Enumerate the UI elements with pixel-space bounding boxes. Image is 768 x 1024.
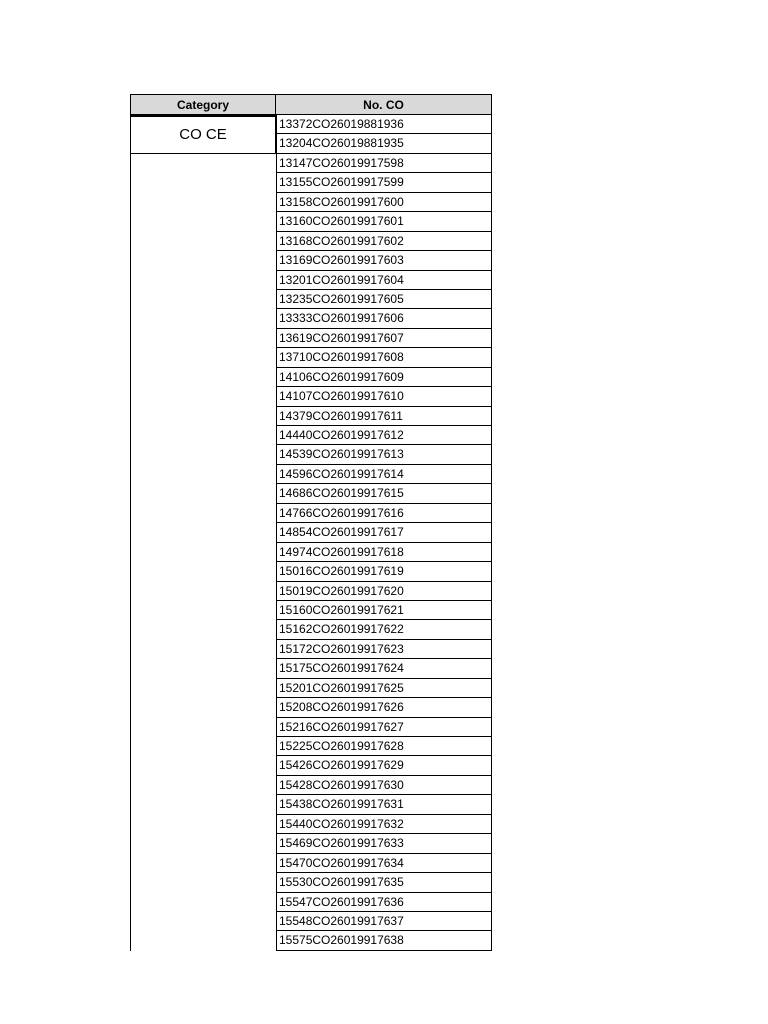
- table-row: 15172CO26019917623: [276, 640, 492, 659]
- table-row: 13169CO26019917603: [276, 251, 492, 270]
- table-row: 14106CO26019917609: [276, 368, 492, 387]
- table-row: 13204CO26019881935: [276, 134, 492, 153]
- table-row: 13155CO26019917599: [276, 173, 492, 192]
- co-table: [130, 94, 492, 951]
- table-row: 13235CO26019917605: [276, 290, 492, 309]
- table-row: 14440CO26019917612: [276, 426, 492, 445]
- category-cell: CO CE: [130, 115, 276, 154]
- table-row: 13160CO26019917601: [276, 212, 492, 231]
- table-row: 15016CO26019917619: [276, 562, 492, 581]
- table-body: [130, 115, 492, 951]
- table-row: 15548CO26019917637: [276, 912, 492, 931]
- table-row: 15225CO26019917628: [276, 737, 492, 756]
- table-row: 13158CO26019917600: [276, 193, 492, 212]
- table-row: 15175CO26019917624: [276, 659, 492, 678]
- table-row: 14596CO26019917614: [276, 465, 492, 484]
- table-row: 15470CO26019917634: [276, 854, 492, 873]
- table-row: 15162CO26019917622: [276, 620, 492, 639]
- table-row: 14539CO26019917613: [276, 445, 492, 464]
- table-row: 13333CO26019917606: [276, 309, 492, 328]
- table-row: 13372CO26019881936: [276, 115, 492, 134]
- table-header: [130, 94, 492, 115]
- table-row: 14379CO26019917611: [276, 407, 492, 426]
- table-row: 13710CO26019917608: [276, 348, 492, 367]
- table-row: 15575CO26019917638: [276, 931, 492, 950]
- table-row: 13201CO26019917604: [276, 271, 492, 290]
- table-row: 15438CO26019917631: [276, 795, 492, 814]
- table-row: 14766CO26019917616: [276, 504, 492, 523]
- no-co-column: [276, 154, 492, 951]
- table-row: 14854CO26019917617: [276, 523, 492, 542]
- table-row: 15208CO26019917626: [276, 698, 492, 717]
- table-row: 15428CO26019917630: [276, 776, 492, 795]
- category-group: [130, 154, 492, 951]
- table-row: 15530CO26019917635: [276, 873, 492, 892]
- table-row: 15160CO26019917621: [276, 601, 492, 620]
- header-category: Category: [130, 95, 276, 114]
- table-row: 14107CO26019917610: [276, 387, 492, 406]
- table-row: 15201CO26019917625: [276, 679, 492, 698]
- no-co-column: [276, 115, 492, 154]
- category-group: [130, 115, 492, 154]
- table-row: 15547CO26019917636: [276, 893, 492, 912]
- table-row: 15469CO26019917633: [276, 834, 492, 853]
- table-row: 13168CO26019917602: [276, 232, 492, 251]
- table-row: 15216CO26019917627: [276, 718, 492, 737]
- header-no-co: No. CO: [276, 95, 492, 114]
- table-row: 14686CO26019917615: [276, 484, 492, 503]
- table-row: 15426CO26019917629: [276, 756, 492, 775]
- table-row: 15440CO26019917632: [276, 815, 492, 834]
- category-cell: [130, 154, 276, 951]
- table-row: 14974CO26019917618: [276, 543, 492, 562]
- table-row: 13619CO26019917607: [276, 329, 492, 348]
- table-row: 13147CO26019917598: [276, 154, 492, 173]
- table-row: 15019CO26019917620: [276, 582, 492, 601]
